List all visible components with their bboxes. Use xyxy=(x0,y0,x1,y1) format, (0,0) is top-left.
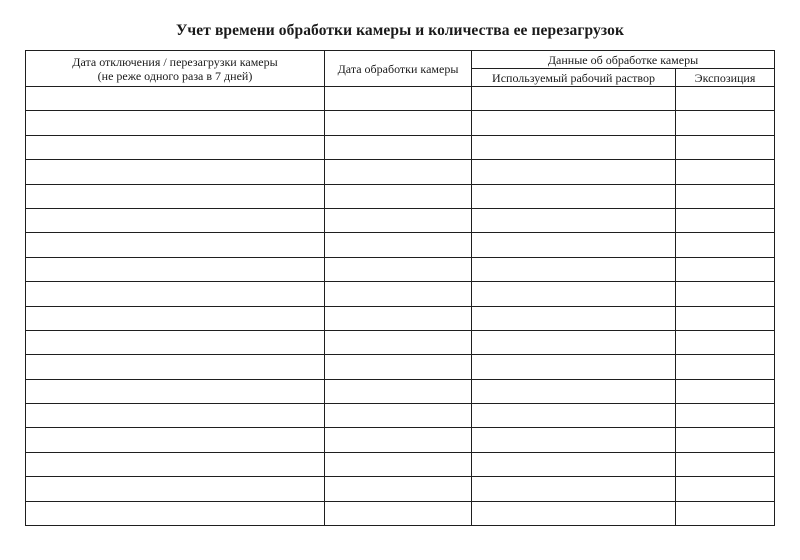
cell-working-solution[interactable] xyxy=(472,404,676,428)
cell-exposure[interactable] xyxy=(676,379,775,403)
cell-working-solution[interactable] xyxy=(472,306,676,330)
cell-shutdown-date[interactable] xyxy=(26,257,325,281)
cell-exposure[interactable] xyxy=(676,428,775,452)
cell-working-solution[interactable] xyxy=(472,257,676,281)
header-shutdown-date-line2: (не реже одного раза в 7 дней) xyxy=(97,68,253,83)
cell-exposure[interactable] xyxy=(676,257,775,281)
header-processing-date: Дата обработки камеры xyxy=(325,51,472,87)
cell-processing-date[interactable] xyxy=(325,257,472,281)
cell-working-solution[interactable] xyxy=(472,184,676,208)
table-row xyxy=(26,160,775,184)
cell-working-solution[interactable] xyxy=(472,160,676,184)
cell-working-solution[interactable] xyxy=(472,87,676,111)
cell-processing-date[interactable] xyxy=(325,135,472,159)
cell-shutdown-date[interactable] xyxy=(26,379,325,403)
processing-log-table xyxy=(25,50,775,526)
cell-exposure[interactable] xyxy=(676,477,775,501)
table-body xyxy=(26,87,775,526)
cell-exposure[interactable] xyxy=(676,452,775,476)
cell-shutdown-date[interactable] xyxy=(26,452,325,476)
table-row xyxy=(26,428,775,452)
table-row xyxy=(26,477,775,501)
cell-exposure[interactable] xyxy=(676,87,775,111)
cell-working-solution[interactable] xyxy=(472,111,676,135)
cell-exposure[interactable] xyxy=(676,160,775,184)
cell-processing-date[interactable] xyxy=(325,233,472,257)
cell-shutdown-date[interactable] xyxy=(26,208,325,232)
cell-exposure[interactable] xyxy=(676,184,775,208)
cell-shutdown-date[interactable] xyxy=(26,160,325,184)
cell-exposure[interactable] xyxy=(676,306,775,330)
cell-processing-date[interactable] xyxy=(325,477,472,501)
cell-shutdown-date[interactable] xyxy=(26,111,325,135)
table-row xyxy=(26,87,775,111)
cell-exposure[interactable] xyxy=(676,282,775,306)
cell-working-solution[interactable] xyxy=(472,452,676,476)
table-row xyxy=(26,208,775,232)
cell-working-solution[interactable] xyxy=(472,233,676,257)
cell-shutdown-date[interactable] xyxy=(26,87,325,111)
table-row xyxy=(26,184,775,208)
cell-processing-date[interactable] xyxy=(325,282,472,306)
cell-shutdown-date[interactable] xyxy=(26,306,325,330)
cell-processing-date[interactable] xyxy=(325,452,472,476)
table-row xyxy=(26,452,775,476)
cell-processing-date[interactable] xyxy=(325,111,472,135)
cell-processing-date[interactable] xyxy=(325,87,472,111)
cell-exposure[interactable] xyxy=(676,208,775,232)
cell-processing-date[interactable] xyxy=(325,404,472,428)
cell-working-solution[interactable] xyxy=(472,477,676,501)
cell-processing-date[interactable] xyxy=(325,379,472,403)
cell-shutdown-date[interactable] xyxy=(26,428,325,452)
cell-exposure[interactable] xyxy=(676,355,775,379)
cell-working-solution[interactable] xyxy=(472,428,676,452)
table-row xyxy=(26,257,775,281)
cell-shutdown-date[interactable] xyxy=(26,355,325,379)
cell-working-solution[interactable] xyxy=(472,501,676,525)
table-row xyxy=(26,355,775,379)
cell-shutdown-date[interactable] xyxy=(26,282,325,306)
page-title: Учет времени обработки камеры и количества ее перезагрузок xyxy=(175,22,625,39)
cell-exposure[interactable] xyxy=(676,233,775,257)
table-row xyxy=(26,379,775,403)
cell-exposure[interactable] xyxy=(676,404,775,428)
cell-shutdown-date[interactable] xyxy=(26,184,325,208)
table-row xyxy=(26,135,775,159)
table-row xyxy=(26,404,775,428)
cell-processing-date[interactable] xyxy=(325,501,472,525)
cell-working-solution[interactable] xyxy=(472,135,676,159)
cell-processing-date[interactable] xyxy=(325,355,472,379)
cell-exposure[interactable] xyxy=(676,330,775,354)
cell-processing-date[interactable] xyxy=(325,330,472,354)
cell-exposure[interactable] xyxy=(676,501,775,525)
header-exposure: Экспозиция xyxy=(676,69,775,87)
cell-processing-date[interactable] xyxy=(325,208,472,232)
cell-working-solution[interactable] xyxy=(472,355,676,379)
cell-working-solution[interactable] xyxy=(472,330,676,354)
header-processing-data: Данные об обработке камеры xyxy=(472,51,775,69)
cell-exposure[interactable] xyxy=(676,135,775,159)
table-row xyxy=(26,233,775,257)
cell-exposure[interactable] xyxy=(676,111,775,135)
table-row xyxy=(26,330,775,354)
cell-working-solution[interactable] xyxy=(472,208,676,232)
header-working-solution: Используемый рабочий раствор xyxy=(472,69,676,87)
cell-processing-date[interactable] xyxy=(325,306,472,330)
header-shutdown-date-line1: Дата отключения / перезагрузки камеры xyxy=(72,54,278,69)
cell-shutdown-date[interactable] xyxy=(26,477,325,501)
header-shutdown-date xyxy=(26,51,325,87)
table-row xyxy=(26,501,775,525)
cell-shutdown-date[interactable] xyxy=(26,135,325,159)
cell-shutdown-date[interactable] xyxy=(26,233,325,257)
cell-shutdown-date[interactable] xyxy=(26,330,325,354)
table-row xyxy=(26,282,775,306)
cell-shutdown-date[interactable] xyxy=(26,404,325,428)
cell-processing-date[interactable] xyxy=(325,428,472,452)
cell-processing-date[interactable] xyxy=(325,184,472,208)
cell-shutdown-date[interactable] xyxy=(26,501,325,525)
cell-processing-date[interactable] xyxy=(325,160,472,184)
table-row xyxy=(26,111,775,135)
table-row xyxy=(26,306,775,330)
cell-working-solution[interactable] xyxy=(472,379,676,403)
cell-working-solution[interactable] xyxy=(472,282,676,306)
